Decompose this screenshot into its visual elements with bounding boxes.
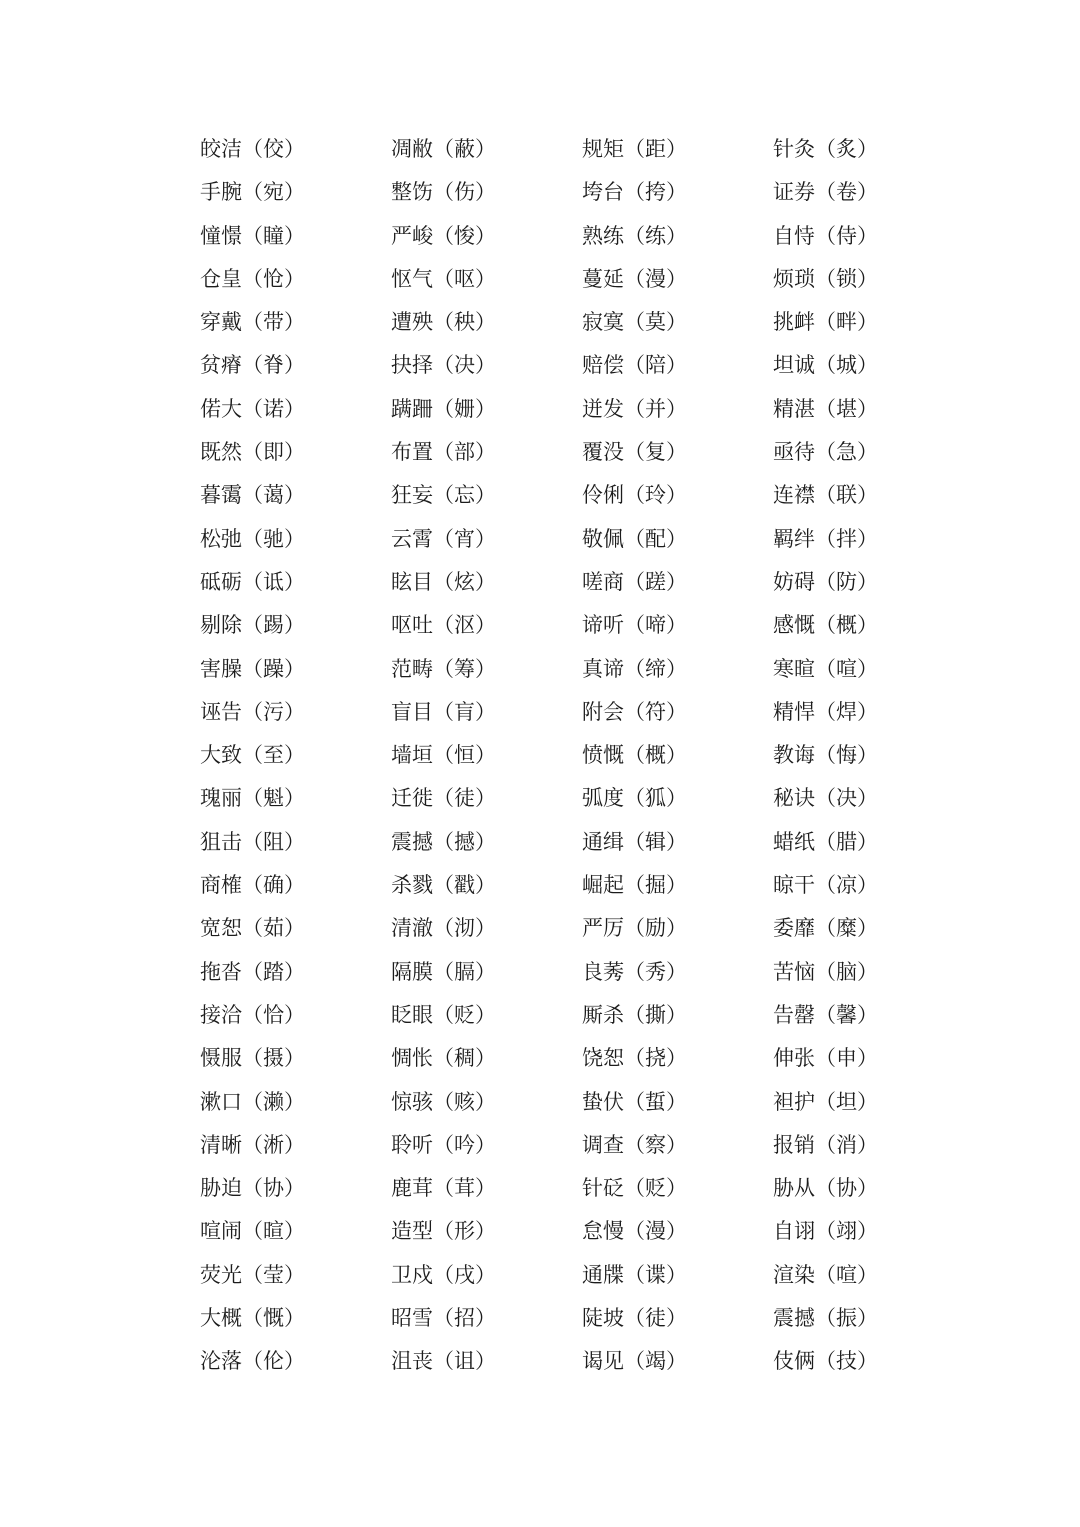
word-pair: 惊骇（赅） <box>391 1089 496 1114</box>
word-pair: 荧光（莹） <box>200 1262 305 1287</box>
word-pair: 蛰伏（蜇） <box>582 1089 687 1114</box>
word-pair: 迸发（并） <box>582 396 687 421</box>
word-pair: 惆怅（稠） <box>391 1046 496 1071</box>
word-pair: 诬告（污） <box>200 699 305 724</box>
word-pair: 贫瘠（脊） <box>200 353 305 378</box>
word-pair: 狙击（阻） <box>200 829 305 854</box>
word-pair: 大致（至） <box>200 743 305 768</box>
word-pair: 怠慢（漫） <box>582 1219 687 1244</box>
word-pair: 慑服（摄） <box>200 1046 305 1071</box>
word-pair: 穿戴（带） <box>200 310 305 335</box>
word-pair: 烦琐（锁） <box>773 266 878 291</box>
word-pair: 饶恕（挠） <box>582 1046 687 1071</box>
word-pair: 瑰丽（魁） <box>200 786 305 811</box>
word-pair: 严峻（悛） <box>391 223 496 248</box>
word-pair: 怄气（呕） <box>391 266 496 291</box>
word-pair: 坦诚（城） <box>773 353 878 378</box>
word-pair: 震撼（振） <box>773 1306 878 1331</box>
word-pair: 盲目（肓） <box>391 699 496 724</box>
word-pair: 渲染（喧） <box>773 1262 878 1287</box>
word-pair: 清澈（沏） <box>391 916 496 941</box>
word-pair: 针灸（炙） <box>773 137 878 161</box>
word-pair: 既然（即） <box>200 440 305 465</box>
word-pair: 连襟（联） <box>773 483 878 508</box>
word-pair: 隔膜（膈） <box>391 959 496 984</box>
word-pair: 皎洁（佼） <box>200 137 305 161</box>
word-pair: 狂妄（忘） <box>391 483 496 508</box>
word-pair: 通牒（谍） <box>582 1262 687 1287</box>
word-pair: 漱口（濑） <box>200 1089 305 1114</box>
word-pair: 伸张（申） <box>773 1046 878 1071</box>
word-pair: 苦恼（脑） <box>773 959 878 984</box>
word-pair: 砥砺（诋） <box>200 569 305 594</box>
word-pair: 崛起（掘） <box>582 873 687 898</box>
word-pair: 谛听（啼） <box>582 613 687 638</box>
word-pair: 寂寞（莫） <box>582 310 687 335</box>
word-pair: 秘诀（决） <box>773 786 878 811</box>
word-pair: 卫戍（戌） <box>391 1262 496 1287</box>
word-pair: 沦落（伦） <box>200 1349 305 1374</box>
word-pair: 熟练（练） <box>582 223 687 248</box>
word-pair: 整饬（伤） <box>391 180 496 205</box>
word-pair: 凋敝（蔽） <box>391 137 496 161</box>
word-pair: 报销（消） <box>773 1132 878 1157</box>
word-pair: 胁迫（协） <box>200 1176 305 1201</box>
word-pair: 抉择（决） <box>391 353 496 378</box>
word-pair: 妨碍（防） <box>773 569 878 594</box>
word-pair: 规矩（距） <box>582 137 687 161</box>
word-pair: 委靡（糜） <box>773 916 878 941</box>
word-pair: 拖沓（踏） <box>200 959 305 984</box>
word-pair: 大概（慨） <box>200 1306 305 1331</box>
word-pair: 震撼（撼） <box>391 829 496 854</box>
word-pair: 亟待（急） <box>773 440 878 465</box>
word-pair: 商榷（确） <box>200 873 305 898</box>
word-pair: 蜡纸（腊） <box>773 829 878 854</box>
word-pair: 证券（卷） <box>773 180 878 205</box>
word-grid <box>200 128 900 1384</box>
word-pair: 挑衅（畔） <box>773 310 878 335</box>
word-pair: 剔除（踢） <box>200 613 305 638</box>
word-pair: 羁绊（拌） <box>773 526 878 551</box>
word-pair: 接洽（恰） <box>200 1002 305 1027</box>
word-pair: 清晰（淅） <box>200 1132 305 1157</box>
word-pair: 墙垣（恒） <box>391 743 496 768</box>
word-pair: 敬佩（配） <box>582 526 687 551</box>
word-pair: 鹿茸（茸） <box>391 1176 496 1201</box>
word-pair: 沮丧（诅） <box>391 1349 496 1374</box>
word-pair: 告罄（馨） <box>773 1002 878 1027</box>
word-pair: 云霄（宵） <box>391 526 496 551</box>
word-pair: 晾干（凉） <box>773 873 878 898</box>
word-pair: 蔓延（漫） <box>582 266 687 291</box>
word-pair: 害臊（躁） <box>200 656 305 681</box>
word-pair: 呕吐（沤） <box>391 613 496 638</box>
word-pair: 精悍（焊） <box>773 699 878 724</box>
word-pair: 弧度（狐） <box>582 786 687 811</box>
word-pair: 良莠（秀） <box>582 959 687 984</box>
word-pair: 陡坡（徒） <box>582 1306 687 1331</box>
word-pair: 喧闹（暄） <box>200 1219 305 1244</box>
word-pair: 眨眼（贬） <box>391 1002 496 1027</box>
word-pair: 赔偿（陪） <box>582 353 687 378</box>
word-pair: 嗟商（蹉） <box>582 569 687 594</box>
word-pair: 教诲（悔） <box>773 743 878 768</box>
word-pair: 仓皇（怆） <box>200 266 305 291</box>
word-pair: 覆没（复） <box>582 440 687 465</box>
word-pair: 胁从（协） <box>773 1176 878 1201</box>
word-pair: 布置（部） <box>391 440 496 465</box>
word-pair: 调查（察） <box>582 1132 687 1157</box>
word-pair: 宽恕（茹） <box>200 916 305 941</box>
word-pair: 杀戮（戳） <box>391 873 496 898</box>
word-pair: 感慨（概） <box>773 613 878 638</box>
word-pair: 伎俩（技） <box>773 1349 878 1374</box>
word-pair: 愤慨（概） <box>582 743 687 768</box>
word-pair: 谒见（竭） <box>582 1349 687 1374</box>
word-pair: 通缉（辑） <box>582 829 687 854</box>
word-pair: 精湛（堪） <box>773 396 878 421</box>
word-pair: 寒暄（喧） <box>773 656 878 681</box>
word-pair: 范畴（筹） <box>391 656 496 681</box>
word-pair: 伶俐（玲） <box>582 483 687 508</box>
word-pair: 垮台（挎） <box>582 180 687 205</box>
word-pair: 自恃（侍） <box>773 223 878 248</box>
word-pair: 厮杀（撕） <box>582 1002 687 1027</box>
word-pair: 暮霭（蔼） <box>200 483 305 508</box>
word-pair: 严厉（励） <box>582 916 687 941</box>
word-pair: 昭雪（招） <box>391 1306 496 1331</box>
word-pair: 迁徙（徒） <box>391 786 496 811</box>
word-pair: 附会（符） <box>582 699 687 724</box>
word-pair: 松弛（驰） <box>200 526 305 551</box>
word-pair: 偌大（诺） <box>200 396 305 421</box>
word-pair: 真谛（缔） <box>582 656 687 681</box>
word-pair: 遭殃（秧） <box>391 310 496 335</box>
word-pair: 聆听（吟） <box>391 1132 496 1157</box>
word-pair: 眩目（炫） <box>391 569 496 594</box>
word-pair: 憧憬（瞳） <box>200 223 305 248</box>
word-pair: 袒护（坦） <box>773 1089 878 1114</box>
word-pair: 造型（形） <box>391 1219 496 1244</box>
word-pair: 蹒跚（姗） <box>391 396 496 421</box>
word-pair: 自诩（翊） <box>773 1219 878 1244</box>
word-pair: 手腕（宛） <box>200 180 305 205</box>
word-pair: 针砭（贬） <box>582 1176 687 1201</box>
